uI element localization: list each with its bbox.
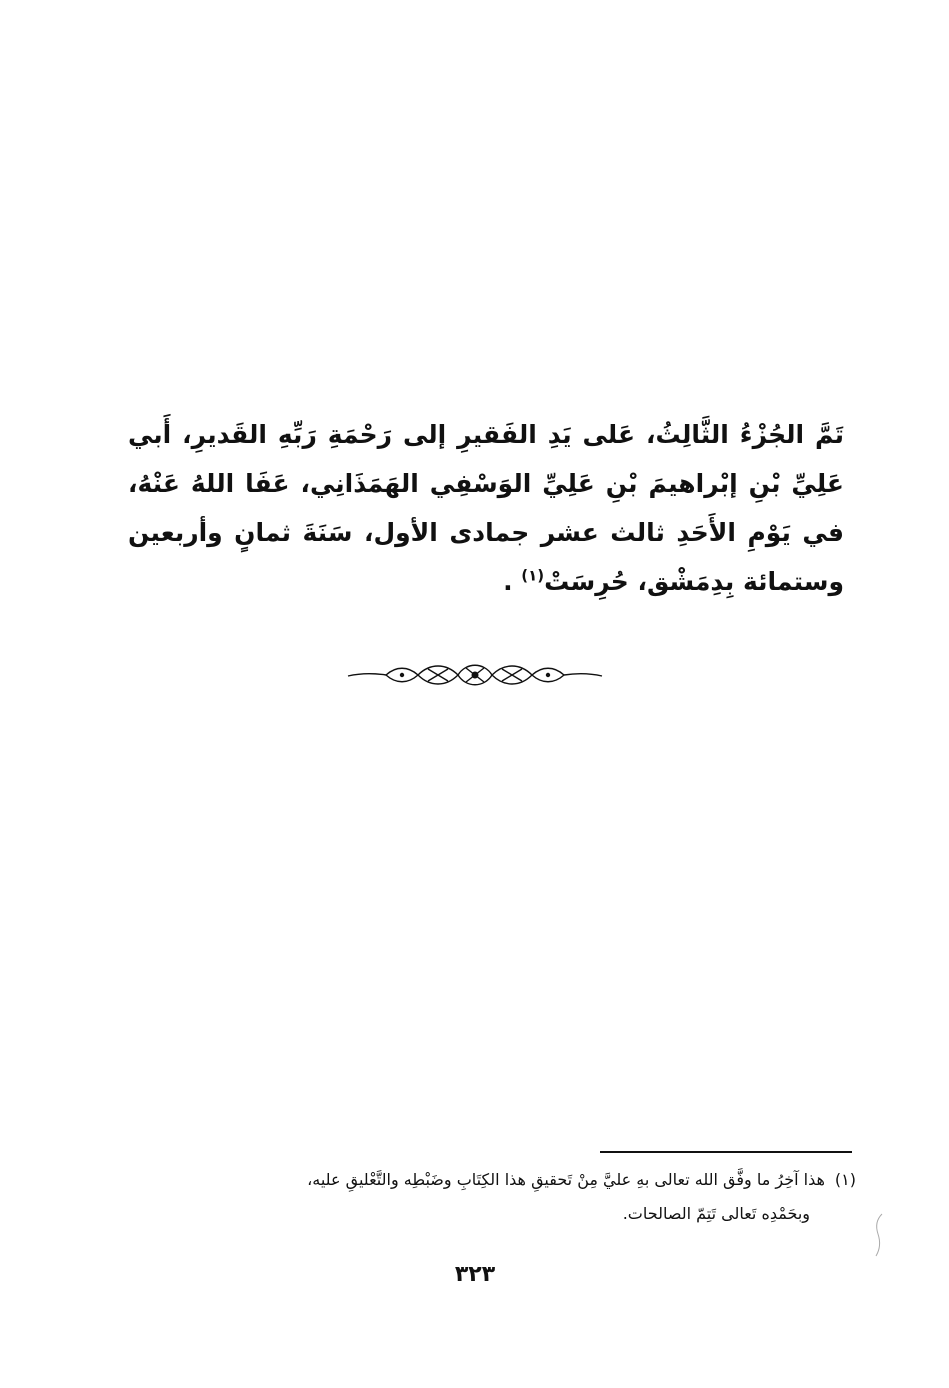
margin-bracket-mark	[872, 1212, 886, 1258]
footnote	[120, 1163, 856, 1231]
footnote-separator	[600, 1151, 852, 1153]
colophon-paragraph	[128, 410, 844, 606]
footnote-number: (١)	[834, 1170, 856, 1189]
ornament-divider	[346, 660, 604, 690]
colophon-end: .	[503, 567, 522, 596]
footnote-reference: (١)	[521, 566, 545, 585]
colophon-text: تَمَّ الجُزْءُ الثَّالِثُ، عَلى يَدِ الفَقيرِ إلى رَحْمَةِ رَبِّهِ القَديرِ، أَبي عَلِيِّ بْنِ إبْراهيمَ بْنِ عَلِيِّ الوَسْفِي الهَمَذَانِي، عَفَا اللهُ عَنْهُ، في يَوْمِ الأَحَدِ ثالث عشر جمادى الأول، سَنَةَ ثمانٍ وأربعين وستمائة بِدِمَشْق، حُرِسَتْ	[128, 420, 844, 596]
footnote-line-1: هذا آخِرُ ما وفَّق الله تعالى بهِ عليَّ مِنْ تَحقيقِ هذا الكِتَابِ وضَبْطِه والتَّعْليقِ عليه،	[307, 1170, 825, 1189]
footnote-line-2: وبحَمْدِه تَعالى تَتِمّ الصالحات.	[622, 1204, 810, 1223]
page-number: ٣٢٣	[454, 1262, 496, 1287]
